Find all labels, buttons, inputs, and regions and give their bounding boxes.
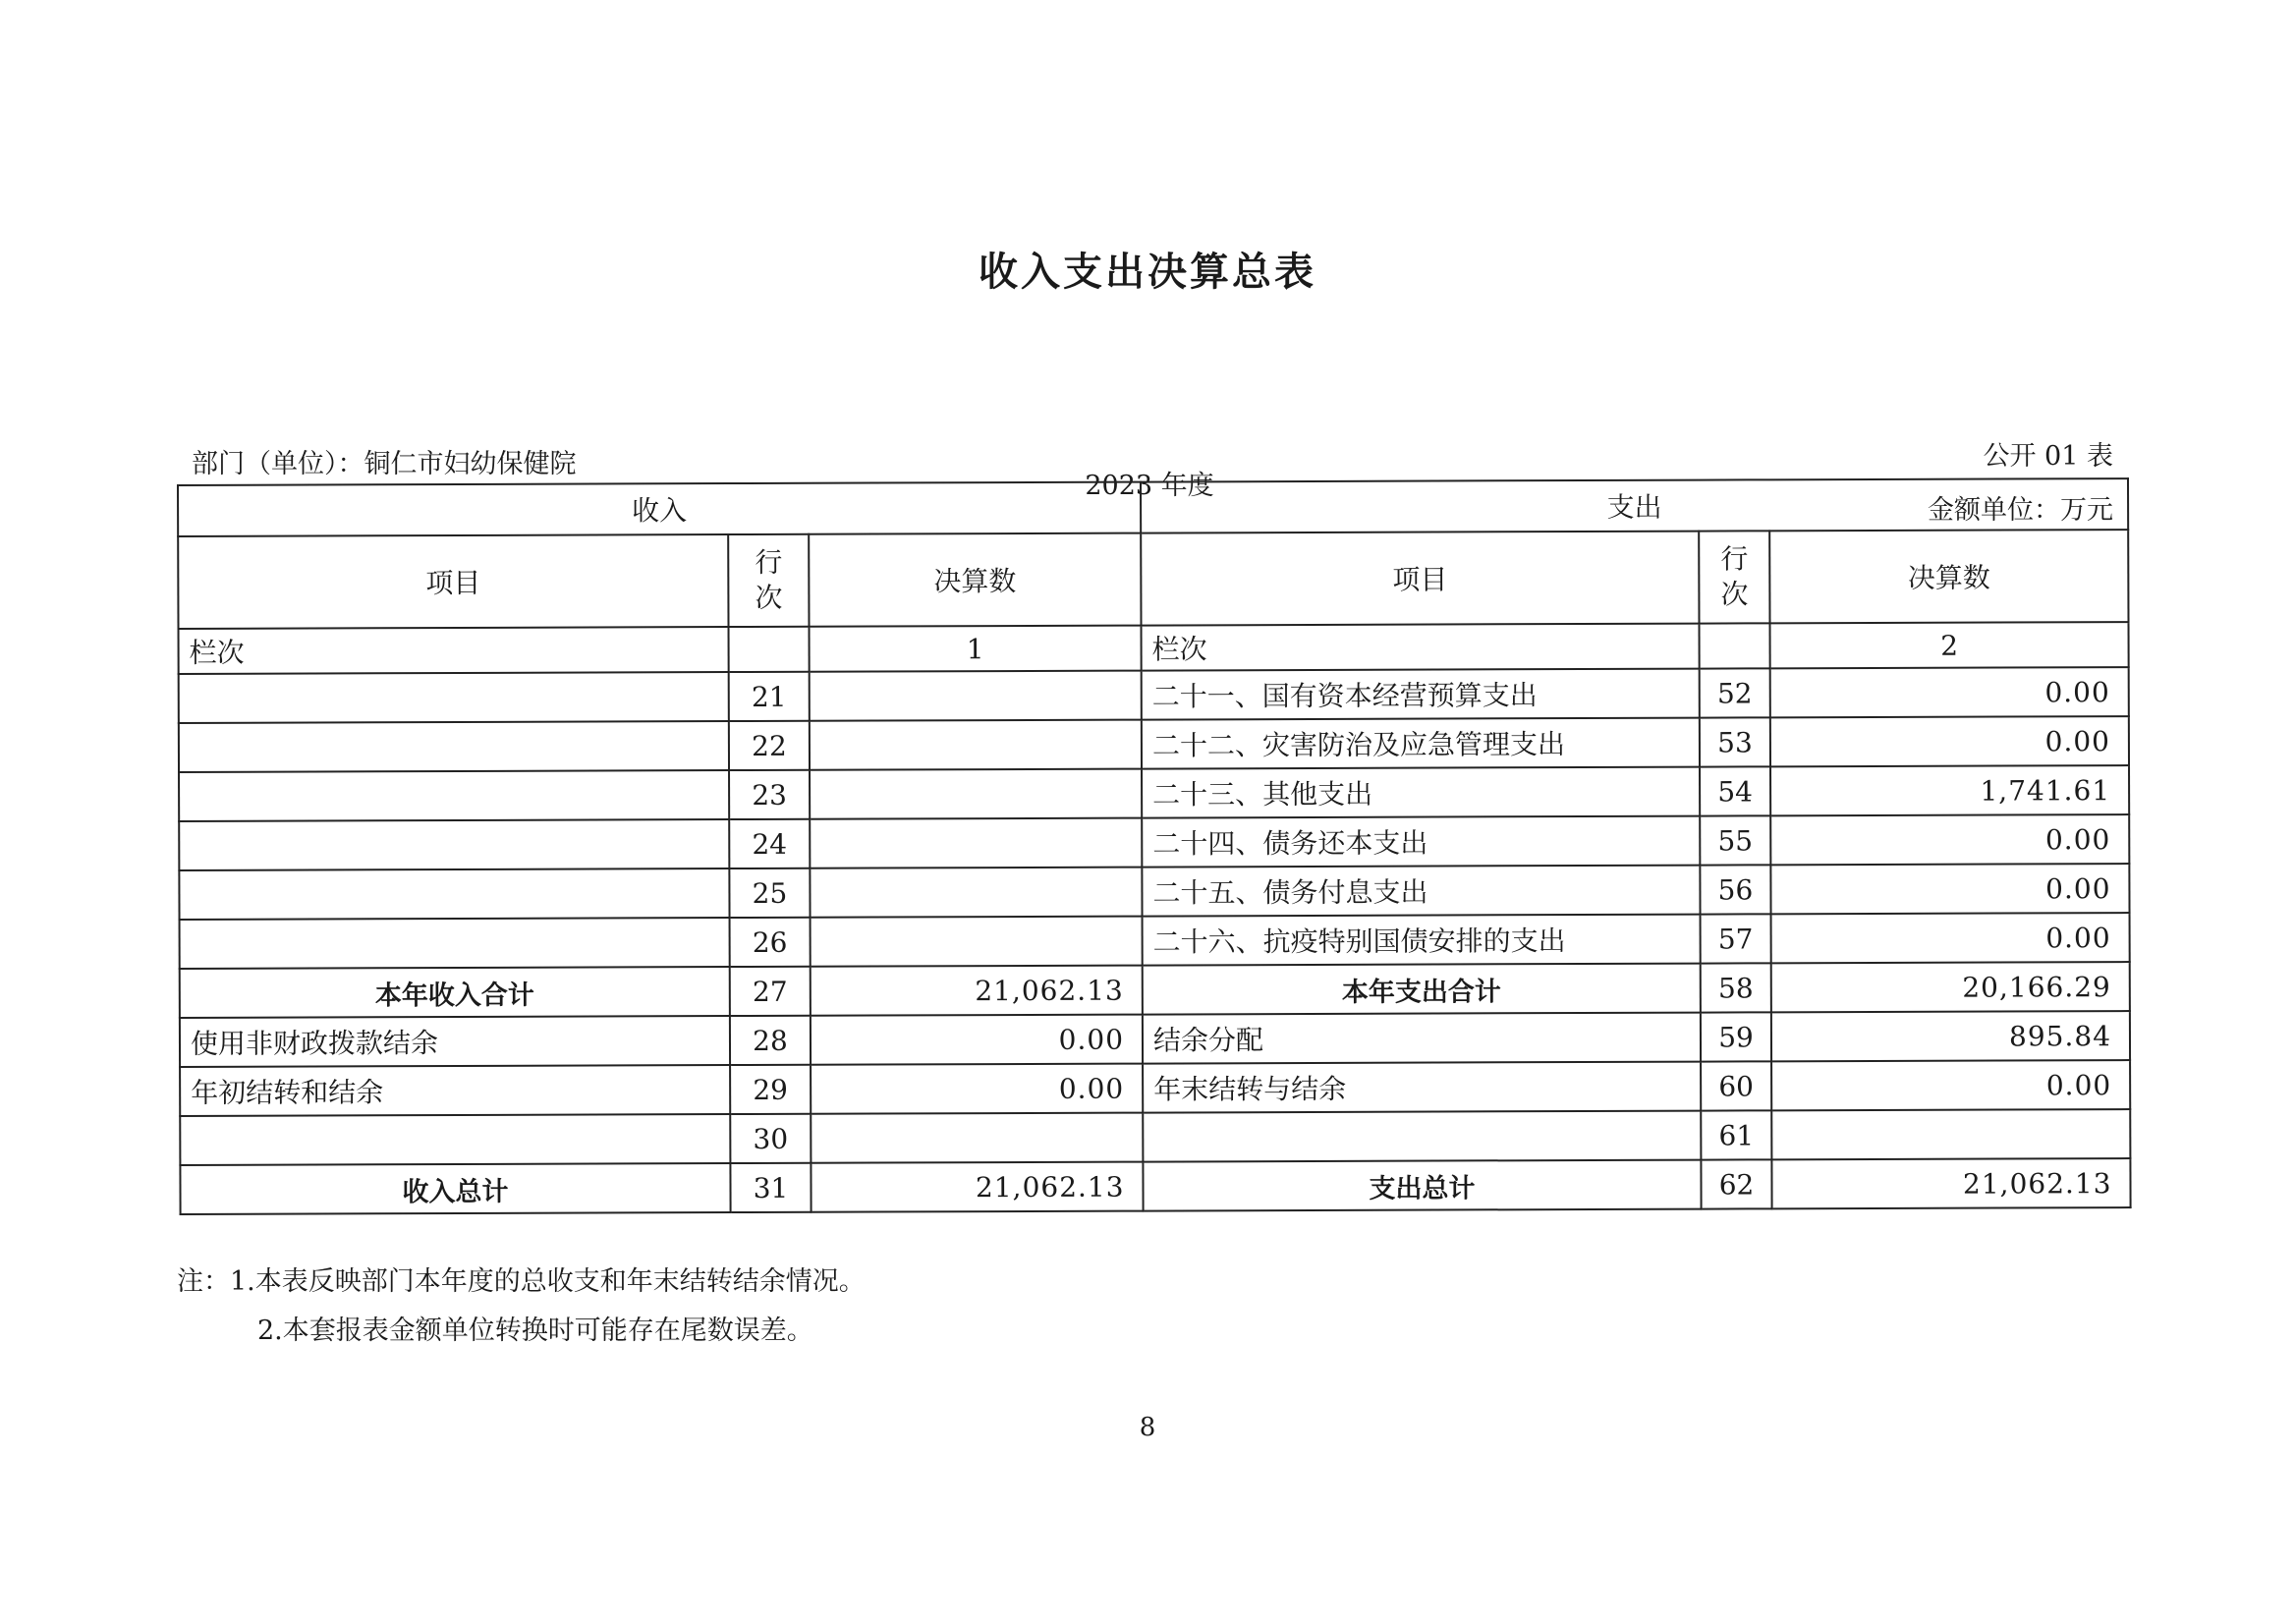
table-row — [180, 1109, 2130, 1165]
income-row-no: 26 — [730, 918, 811, 967]
expense-item-cell: 年末结转与结余 — [1143, 1062, 1701, 1113]
income-lane-empty — [729, 627, 810, 672]
expense-lane-number: 2 — [1770, 622, 2129, 668]
expense-item-cell: 二十一、国有资本经营预算支出 — [1142, 669, 1700, 720]
table-row — [180, 913, 2130, 969]
income-amount — [810, 671, 1142, 721]
expense-amount: 1,741.61 — [1770, 765, 2129, 815]
expense-item-cell: 二十五、债务付息支出 — [1142, 866, 1700, 917]
lane-row — [179, 622, 2129, 674]
income-item-cell — [179, 819, 729, 870]
income-lane-label: 栏次 — [179, 627, 729, 674]
expense-group-header: 支出 — [1141, 478, 2128, 533]
expense-amount: 0.00 — [1770, 814, 2129, 865]
table-row — [180, 1011, 2130, 1067]
income-row-no: 22 — [729, 721, 810, 770]
expense-total-label: 支出总计 — [1143, 1160, 1701, 1211]
income-amount — [810, 769, 1142, 819]
expense-amount: 895.84 — [1771, 1011, 2130, 1061]
income-row-no: 31 — [730, 1163, 811, 1212]
expense-item-cell: 二十三、其他支出 — [1142, 767, 1700, 818]
expense-row-no: 61 — [1701, 1110, 1771, 1159]
expense-lane-label: 栏次 — [1142, 624, 1700, 671]
expense-item-cell: 二十四、债务还本支出 — [1142, 816, 1700, 868]
expense-amount: 0.00 — [1771, 913, 2130, 963]
income-amount — [810, 818, 1142, 868]
income-lane-number: 1 — [810, 626, 1142, 672]
income-item-cell — [179, 770, 729, 821]
income-row-no: 28 — [730, 1016, 811, 1065]
fiscal-year: 2023 年度 — [1085, 471, 1214, 501]
page-number: 8 — [1139, 1413, 1156, 1442]
income-row-no: 30 — [730, 1114, 811, 1163]
income-item-cell: 使用非财政拨款结余 — [180, 1016, 730, 1067]
column-header-row — [178, 530, 2128, 629]
expense-row-no: 53 — [1700, 717, 1770, 766]
income-amount — [811, 917, 1143, 967]
footnotes — [177, 1258, 866, 1356]
expense-row-no: 56 — [1700, 865, 1770, 914]
expense-amount — [1771, 1109, 2130, 1159]
table-row — [179, 814, 2129, 870]
expense-row-no: 54 — [1700, 766, 1770, 815]
income-amount — [810, 868, 1142, 918]
expense-row-no: 52 — [1700, 668, 1770, 717]
subtotal-row — [180, 962, 2130, 1018]
table-row — [180, 1060, 2130, 1116]
income-row-no-header: 行次 — [728, 534, 809, 627]
income-amount: 0.00 — [811, 1015, 1143, 1065]
expense-lane-empty — [1700, 623, 1770, 668]
income-row-no: 23 — [729, 770, 810, 819]
form-code: 公开 01 表 — [1983, 441, 2113, 472]
expense-row-no: 59 — [1701, 1012, 1771, 1061]
income-item-header: 项目 — [178, 534, 728, 629]
expense-total-amount: 21,062.13 — [1771, 1158, 2130, 1208]
expense-subtotal-amount: 20,166.29 — [1771, 962, 2130, 1012]
income-row-no: 25 — [729, 868, 810, 918]
expense-item-cell: 二十六、抗疫特别国债安排的支出 — [1143, 915, 1701, 966]
group-header-row — [178, 478, 2128, 536]
income-row-no: 29 — [730, 1065, 811, 1114]
table-row — [179, 864, 2129, 920]
income-total-label: 收入总计 — [180, 1163, 730, 1214]
expense-item-cell: 结余分配 — [1143, 1013, 1701, 1064]
expense-item-cell — [1143, 1111, 1701, 1162]
income-item-cell: 年初结转和结余 — [180, 1065, 730, 1116]
income-subtotal-label: 本年收入合计 — [180, 967, 730, 1018]
income-item-cell — [180, 1114, 730, 1165]
income-amount-header: 决算数 — [809, 533, 1141, 627]
expense-amount: 0.00 — [1771, 1060, 2130, 1110]
amount-unit: 金额单位：万元 — [1928, 495, 2113, 526]
footnote-2: 2.本套报表金额单位转换时可能存在尾数误差。 — [257, 1316, 813, 1346]
expense-amount: 0.00 — [1770, 667, 2129, 717]
expense-row-no-header: 行次 — [1699, 531, 1769, 623]
expense-subtotal-label: 本年支出合计 — [1143, 964, 1701, 1015]
income-item-cell — [179, 672, 729, 723]
expense-row-no: 60 — [1701, 1061, 1771, 1110]
expense-amount: 0.00 — [1770, 864, 2129, 914]
expense-row-no: 62 — [1701, 1159, 1771, 1208]
income-row-no: 24 — [729, 819, 810, 868]
table-row — [179, 765, 2129, 821]
summary-table-sheet — [177, 477, 2130, 1296]
income-item-cell — [180, 918, 730, 969]
income-total-amount: 21,062.13 — [811, 1162, 1143, 1212]
footnote-1: 注：1.本表反映部门本年度的总收支和年末结转结余情况。 — [177, 1266, 866, 1297]
expense-row-no: 57 — [1701, 914, 1771, 963]
expense-amount-header: 决算数 — [1769, 530, 2128, 623]
report-title: 收入支出决算总表 — [979, 250, 1316, 295]
income-expense-table — [177, 477, 2132, 1215]
income-row-no: 27 — [730, 967, 811, 1016]
income-amount — [811, 1113, 1143, 1163]
department-label: 部门（单位）：铜仁市妇幼保健院 — [192, 449, 577, 479]
total-row — [180, 1158, 2130, 1214]
expense-row-no: 58 — [1701, 963, 1771, 1012]
expense-row-no: 55 — [1700, 815, 1770, 865]
table-row — [179, 667, 2129, 723]
table-row — [179, 716, 2129, 772]
expense-item-cell: 二十二、灾害防治及应急管理支出 — [1142, 718, 1700, 769]
income-row-no: 21 — [729, 672, 810, 721]
income-amount — [810, 720, 1142, 770]
income-item-cell — [179, 721, 729, 772]
expense-amount: 0.00 — [1770, 716, 2129, 766]
income-amount: 0.00 — [811, 1064, 1143, 1114]
income-subtotal-amount: 21,062.13 — [811, 966, 1143, 1016]
income-group-header: 收入 — [178, 482, 1141, 536]
expense-item-header: 项目 — [1141, 532, 1699, 626]
income-item-cell — [179, 868, 729, 920]
